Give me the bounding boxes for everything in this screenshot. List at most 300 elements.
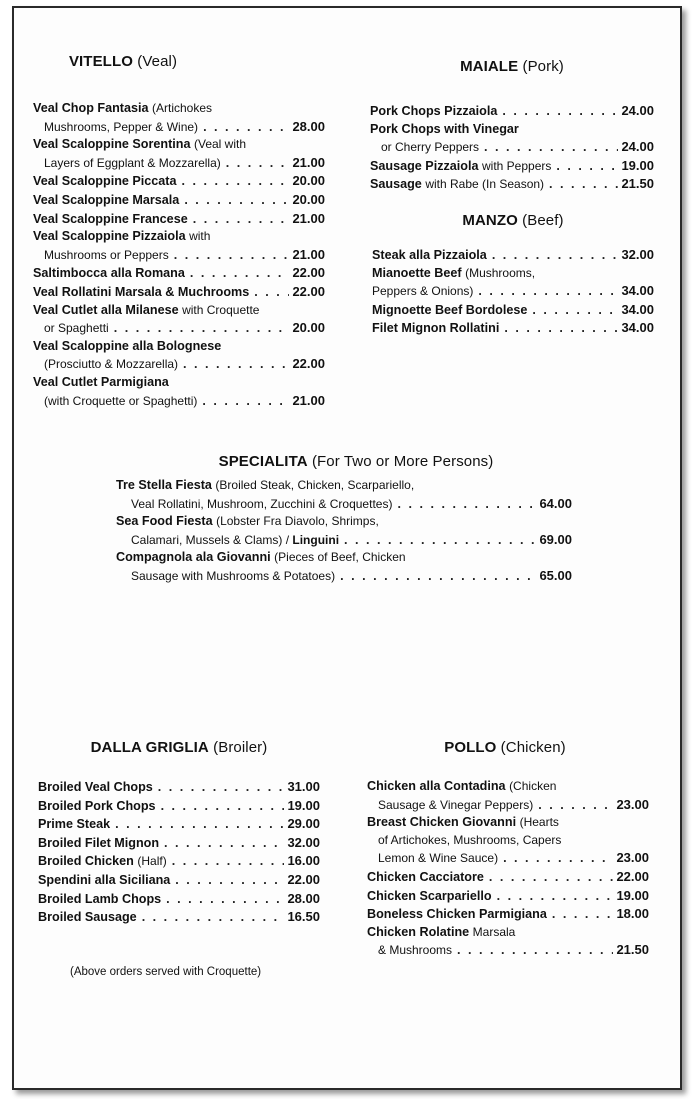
section-specialita: [116, 453, 572, 586]
menu-item-name: Veal Scaloppine Marsala: [33, 192, 180, 207]
menu-item-text: [44, 119, 198, 137]
menu-item-line: [33, 338, 325, 356]
menu-item-text: [38, 872, 170, 890]
menu-item-text: [378, 850, 498, 868]
menu-item-price: 16.50: [287, 909, 320, 925]
menu-item-name: Veal Scaloppine Sorentina: [33, 137, 191, 152]
menu-item-text: [372, 302, 527, 320]
menu-item-price: 34.00: [621, 320, 654, 336]
menu-item-price: 65.00: [539, 567, 572, 583]
menu-item-text: [33, 284, 249, 302]
menu-item-line: [372, 265, 654, 283]
menu-item-name: Veal Scaloppine alla Bolognese: [33, 338, 222, 353]
dot-leader: [552, 906, 614, 924]
menu-item-name: Chicken Cacciatore: [367, 869, 484, 884]
menu-item-name: Veal Scaloppine Pizzaiola: [33, 229, 186, 244]
menu-item: [370, 175, 654, 194]
menu-item-name: Chicken Rolatine: [367, 924, 470, 939]
menu-item-line: [33, 264, 325, 283]
menu-item-line: [367, 778, 649, 796]
menu-item: [370, 157, 654, 176]
menu-item-price: 22.00: [287, 871, 320, 887]
dot-leader: [538, 797, 613, 815]
menu-item-text: [370, 158, 551, 176]
menu-item-text: [116, 513, 379, 531]
menu-item-text: [38, 909, 137, 927]
menu-item: [38, 815, 320, 834]
dot-leader: [203, 119, 289, 137]
menu-item-line: [38, 815, 320, 834]
menu-item-line: [38, 890, 320, 909]
dot-leader: [164, 835, 284, 853]
menu-item-text: [372, 247, 487, 265]
menu-item: [367, 924, 649, 960]
menu-item-text: [367, 778, 556, 796]
menu-item-price: 24.00: [621, 139, 654, 155]
menu-item: [372, 319, 654, 338]
menu-item-price: 34.00: [621, 283, 654, 299]
menu-item-name: Veal Cutlet Parmigiana: [33, 374, 169, 389]
menu-item-description: or Cherry Peppers: [381, 140, 480, 155]
menu-item: [367, 778, 649, 814]
menu-item-price: 32.00: [621, 247, 654, 262]
dot-leader: [478, 283, 618, 301]
menu-item-description: & Mushrooms: [378, 943, 453, 958]
dot-leader: [503, 850, 613, 868]
menu-item-text: [38, 779, 153, 797]
menu-item-line: [372, 282, 654, 301]
menu-item-price: 34.00: [621, 301, 654, 317]
dot-leader: [190, 265, 290, 283]
menu-item-description: with Peppers: [482, 158, 552, 173]
menu-item-price: 21.00: [292, 246, 325, 262]
menu-item-description: Layers of Eggplant & Mozzarella): [44, 155, 221, 170]
menu-item-line: [38, 908, 320, 927]
menu-item-name: Saltimbocca alla Romana: [33, 266, 185, 281]
menu-item: [116, 477, 572, 513]
menu-item-name: Broiled Pork Chops: [38, 798, 156, 813]
menu-item-text: [44, 356, 178, 374]
menu-item-name: Veal Scaloppine Francese: [33, 211, 188, 226]
section-title: DALLA GRIGLIA: [90, 739, 209, 756]
menu-item-description: Peppers & Onions): [372, 284, 474, 299]
menu-item-text: [378, 942, 452, 960]
menu-item-line: [33, 154, 325, 173]
menu-item-name: Broiled Sausage: [38, 910, 137, 925]
menu-item-line: [38, 852, 320, 871]
item-list: [367, 778, 649, 960]
menu-item-description: (Half): [137, 854, 167, 869]
dot-leader: [504, 320, 618, 338]
menu-item-line: [33, 392, 325, 411]
menu-item-name: Pork Chops Pizzaiola: [370, 104, 498, 118]
menu-item-price: 20.00: [292, 320, 325, 336]
dot-leader: [114, 320, 290, 338]
section-title: MAIALE: [460, 58, 519, 75]
menu-item-description: Calamari, Mussels & Clams) /: [131, 532, 290, 547]
item-list: [116, 477, 572, 586]
menu-item-line: [370, 102, 654, 121]
menu-item: [38, 908, 320, 927]
dot-leader: [184, 192, 289, 210]
menu-item: [33, 210, 325, 229]
menu-item-text: [367, 869, 484, 887]
menu-item-price: 23.00: [616, 850, 649, 866]
menu-item-price: 22.00: [292, 356, 325, 372]
menu-item-text: [370, 121, 519, 139]
menu-item-line: [367, 868, 649, 887]
menu-item-description: (Pieces of Beef, Chicken: [274, 550, 406, 565]
menu-item-description: (Broiled Steak, Chicken, Scarpariello,: [215, 478, 415, 492]
menu-item-line: [38, 834, 320, 853]
menu-item-text: [381, 139, 479, 157]
menu-item-price: 18.00: [616, 906, 649, 922]
menu-item-description: (Mushrooms,: [465, 265, 536, 280]
dot-leader: [532, 302, 618, 320]
menu-item-line: [367, 796, 649, 815]
section-heading: [38, 739, 320, 756]
menu-item-text: [370, 103, 497, 121]
dot-leader: [193, 211, 290, 229]
dot-leader: [226, 155, 290, 173]
menu-item: [367, 905, 649, 924]
menu-item-name: Steak alla Pizzaiola: [372, 248, 487, 262]
menu-item-text: [44, 155, 221, 173]
menu-item-name: Mianoette Beef: [372, 265, 462, 280]
menu-item-line: [372, 319, 654, 338]
menu-item-name: Veal Chop Fantasia: [33, 101, 149, 115]
menu-item: [38, 890, 320, 909]
menu-item-line: [33, 228, 325, 246]
menu-item: [38, 778, 320, 797]
menu-item-name: Veal Rollatini Marsala & Muchrooms: [33, 284, 250, 299]
menu-item-name: Broiled Veal Chops: [38, 780, 153, 794]
menu-item-description: Sausage & Vinegar Peppers): [378, 797, 534, 812]
dot-leader: [344, 532, 536, 550]
menu-item-text: [367, 888, 492, 906]
menu-item-line: [367, 924, 649, 942]
menu-item-price: 19.00: [287, 797, 320, 813]
menu-item-price: 31.00: [287, 779, 320, 794]
section-subtitle: (Broiler): [213, 739, 268, 756]
menu-item-price: 22.00: [292, 283, 325, 299]
menu-item-text: [33, 173, 177, 191]
menu-item-price: 69.00: [539, 531, 572, 547]
menu-item-text: [33, 302, 259, 320]
menu-item-name: Sausage Pizzaiola: [370, 158, 479, 173]
item-list: [38, 778, 320, 927]
menu-item-line: [116, 495, 572, 514]
section-title: SPECIALITA: [218, 453, 308, 470]
menu-item: [33, 100, 325, 136]
dot-leader: [174, 247, 290, 265]
menu-item-name: Chicken alla Contadina: [367, 779, 506, 793]
dot-leader: [492, 247, 619, 265]
menu-item-line: [33, 136, 325, 154]
menu-item: [367, 814, 649, 868]
section-maiale: [370, 58, 654, 194]
menu-item-price: 21.00: [292, 154, 325, 170]
menu-item: [38, 852, 320, 871]
menu-item-text: [33, 228, 210, 246]
menu-item-description: Lemon & Wine Sauce): [378, 851, 499, 866]
menu-item-price: 22.00: [292, 265, 325, 281]
dot-leader: [115, 816, 284, 834]
menu-item-text: [378, 797, 533, 815]
section-subtitle: (Veal): [137, 53, 178, 70]
menu-item-name: Spendini alla Siciliana: [38, 872, 171, 887]
menu-item-text: [44, 247, 169, 265]
menu-item-text: [116, 477, 414, 495]
menu-item-description: with Rabe (In Season): [425, 177, 545, 192]
menu-item-line: [33, 302, 325, 320]
menu-item-line: [33, 191, 325, 210]
menu-item-line: [38, 797, 320, 816]
menu-item-price: 21.00: [292, 392, 325, 408]
menu-item-price: 21.50: [616, 942, 649, 958]
item-list: [370, 102, 654, 194]
menu-item: [33, 283, 325, 302]
dot-leader: [183, 356, 289, 374]
menu-item-line: [370, 121, 654, 139]
menu-item-line: [116, 549, 572, 567]
menu-item-price: 19.00: [616, 887, 649, 903]
menu-item: [372, 265, 654, 301]
menu-item-text: [372, 265, 535, 283]
dot-leader: [549, 176, 618, 194]
dot-leader: [166, 891, 284, 909]
menu-item-line: [33, 355, 325, 374]
menu-item-price: 21.50: [621, 176, 654, 192]
menu-item: [33, 228, 325, 264]
dot-leader: [484, 139, 618, 157]
dot-leader: [254, 284, 289, 302]
menu-item-text: [38, 853, 167, 871]
menu-item-line: [116, 531, 572, 550]
menu-item-text: [131, 532, 339, 550]
menu-item-name: Tre Stella Fiesta: [116, 478, 212, 492]
menu-item-line: [116, 567, 572, 586]
menu-item-name: Sausage: [370, 177, 422, 192]
menu-item: [38, 797, 320, 816]
menu-item-line: [370, 138, 654, 157]
menu-item-description: Marsala: [472, 924, 516, 939]
menu-item-line: [33, 210, 325, 229]
menu-item-line: [33, 319, 325, 338]
menu-item-text: [131, 568, 335, 586]
menu-item: [33, 136, 325, 172]
menu-item-text: [372, 283, 473, 301]
menu-item-name: Veal Cutlet alla Milanese: [33, 302, 179, 317]
menu-item-price: 29.00: [287, 816, 320, 832]
menu-item-description: (Lobster Fra Diavolo, Shrimps,: [216, 514, 379, 529]
dot-leader: [397, 496, 536, 514]
menu-item-price: 32.00: [287, 834, 320, 850]
menu-item: [33, 374, 325, 410]
menu-item: [33, 191, 325, 210]
menu-item: [33, 338, 325, 374]
menu-item-text: [378, 832, 561, 850]
menu-item-price: 22.00: [616, 868, 649, 884]
section-manzo: [372, 212, 654, 338]
menu-item-name: Broiled Lamb Chops: [38, 891, 162, 906]
menu-item-description: (Veal with: [193, 137, 247, 152]
menu-item-text: [367, 924, 515, 942]
menu-item-description: (Hearts: [519, 815, 559, 830]
menu-item-line: [116, 513, 572, 531]
menu-item-description: Mushrooms or Peppers: [44, 247, 169, 262]
menu-item-line: [33, 172, 325, 191]
menu-item-line: [367, 941, 649, 960]
menu-item-line: [370, 157, 654, 176]
menu-item: [33, 172, 325, 191]
menu-item: [116, 549, 572, 585]
menu-item-description: with: [189, 229, 211, 244]
menu-item-text: [44, 393, 197, 411]
menu-item-line: [33, 283, 325, 302]
section-subtitle: (Chicken): [500, 739, 566, 756]
menu-item-line: [372, 246, 654, 265]
menu-item-text: [33, 338, 221, 356]
menu-item-line: [116, 477, 572, 495]
menu-item-line: [372, 301, 654, 320]
section-vitello: [33, 53, 325, 410]
menu-item: [33, 302, 325, 338]
menu-item-line: [33, 374, 325, 392]
menu-item-name: Sea Food Fiesta: [116, 514, 213, 529]
menu-item-line: [38, 778, 320, 797]
menu-item-text: [367, 814, 559, 832]
menu-item-description: Veal Rollatini, Mushroom, Zucchini & Croquettes): [131, 496, 393, 511]
dot-leader: [172, 853, 285, 871]
dot-leader: [158, 779, 285, 797]
menu-item-text: [367, 906, 547, 924]
menu-item-text: [33, 192, 179, 210]
dot-leader: [175, 872, 284, 890]
item-list: [372, 246, 654, 338]
menu-item-text: [38, 816, 110, 834]
dot-leader: [502, 103, 618, 121]
dot-leader: [489, 869, 614, 887]
dot-leader: [497, 888, 614, 906]
menu-item-line: [367, 832, 649, 850]
section-title: MANZO: [462, 212, 518, 229]
section-title: POLLO: [444, 739, 497, 756]
menu-item-description: Mushrooms, Pepper & Wine): [44, 119, 199, 134]
menu-item-description: Sausage with Mushrooms & Potatoes): [131, 568, 336, 583]
menu-item: [370, 121, 654, 157]
menu-item-name: Pork Chops with Vinegar: [370, 121, 519, 136]
menu-item-line: [367, 814, 649, 832]
menu-item-line: [367, 849, 649, 868]
menu-item-name: Prime Steak: [38, 817, 111, 832]
menu-item-name: Filet Mignon Rollatini: [372, 321, 500, 336]
menu-item-text: [44, 320, 109, 338]
menu-item-price: 24.00: [621, 103, 654, 118]
dot-leader: [556, 158, 618, 176]
section-heading: [0, 53, 273, 70]
section-heading: [370, 58, 654, 75]
menu-item-line: [370, 175, 654, 194]
menu-item: [367, 887, 649, 906]
menu-item-price: 28.00: [287, 890, 320, 906]
menu-item-price: 23.00: [616, 796, 649, 812]
menu-item-name: Breast Chicken Giovanni: [367, 815, 517, 830]
menu-item-description: with Croquette: [182, 302, 260, 317]
menu-item-line: [367, 887, 649, 906]
menu-item-text: [33, 265, 185, 283]
menu-item-price: 20.00: [292, 191, 325, 207]
section-subtitle: (For Two or More Persons): [311, 453, 494, 470]
section-subtitle: (Pork): [522, 58, 564, 75]
menu-item: [38, 871, 320, 890]
menu-item-description: of Artichokes, Mushrooms, Capers: [378, 832, 562, 847]
dot-leader: [142, 909, 285, 927]
menu-item-price: 21.00: [292, 210, 325, 226]
menu-item-name: Compagnola ala Giovanni: [116, 550, 271, 565]
menu-item: [38, 834, 320, 853]
menu-item-name: Broiled Chicken: [38, 854, 134, 869]
menu-item: [372, 246, 654, 265]
menu-item-text: [33, 211, 188, 229]
dot-leader: [202, 393, 289, 411]
menu-item-name-extra: Linguini: [292, 532, 340, 547]
menu-item-price: 28.00: [292, 118, 325, 134]
menu-item-text: [131, 496, 392, 514]
menu-item-description: or Spaghetti: [44, 321, 109, 336]
section-griglia: [38, 739, 320, 927]
menu-item: [367, 868, 649, 887]
dot-leader: [161, 798, 285, 816]
menu-item-line: [33, 100, 325, 118]
menu-item-price: 64.00: [539, 495, 572, 511]
section-heading: [372, 212, 654, 229]
item-list: [33, 100, 325, 410]
menu-item-text: [33, 100, 212, 118]
menu-item-price: 20.00: [292, 173, 325, 189]
menu-item-description: (with Croquette or Spaghetti): [44, 393, 198, 408]
menu-item-text: [38, 835, 159, 853]
menu-item: [370, 102, 654, 121]
menu-item-description: (Artichokes: [151, 101, 213, 115]
menu-item-name: Veal Scaloppine Piccata: [33, 174, 177, 189]
menu-item-text: [33, 136, 246, 154]
griglia-note: (Above orders served with Croquette): [70, 966, 262, 978]
menu-item: [116, 513, 572, 549]
menu-item-description: (Chicken: [509, 779, 557, 793]
menu-item-price: 19.00: [621, 157, 654, 173]
menu-item-line: [33, 246, 325, 265]
menu-item-name: Chicken Scarpariello: [367, 888, 492, 903]
menu-item-description: (Prosciutto & Mozzarella): [44, 357, 179, 372]
section-subtitle: (Beef): [522, 212, 564, 229]
section-heading: [126, 453, 586, 470]
menu-item-text: [38, 798, 156, 816]
menu-item-text: [372, 320, 499, 338]
menu-item-line: [33, 118, 325, 137]
dot-leader: [340, 568, 536, 586]
menu-item-price: 16.00: [287, 853, 320, 869]
menu-item-text: [33, 374, 169, 392]
section-heading: [367, 739, 643, 756]
menu-item-text: [38, 891, 161, 909]
menu-item: [33, 264, 325, 283]
section-title: VITELLO: [68, 53, 133, 70]
menu-item-name: Boneless Chicken Parmigiana: [367, 907, 547, 922]
menu-item-name: Mignoette Beef Bordolese: [372, 302, 528, 317]
menu-item-text: [370, 176, 544, 194]
section-pollo: [367, 739, 649, 960]
